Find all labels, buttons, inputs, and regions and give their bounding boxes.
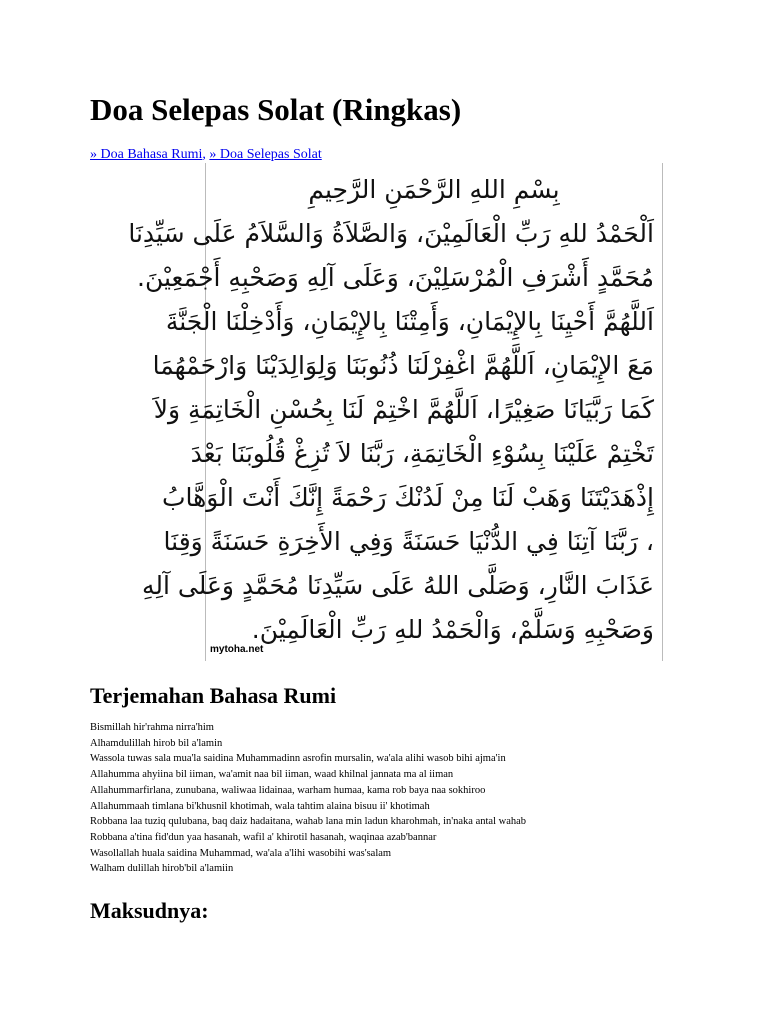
translation-line: Allahummaah timlana bi'khusnil khotimah, wala tahtim alaina bisuu ii' khotimah bbox=[90, 800, 430, 812]
breadcrumb bbox=[90, 147, 322, 163]
arabic-line: مَعَ الإِيْمَانِ، اَللَّهُمَّ اغْفِرْلَنَا ذُنُوبَنَا وَلِوَالِدَيْنَا وَارْحَمْهُمَا bbox=[152, 351, 654, 380]
arabic-line: مُحَمَّدٍ أَشْرَفِ الْمُرْسَلِيْنَ، وَعَلَى آلِهِ وَصَحْبِهِ أَجْمَعِيْنَ. bbox=[137, 263, 654, 292]
section-heading-meaning: Maksudnya: bbox=[90, 898, 209, 923]
translation-line: Robbana laa tuziq qulubana, baq daiz hadaitana, wahab lana min ladun kharohmah, in'naka antal wahab bbox=[90, 816, 527, 828]
arabic-line: بِسْمِ اللهِ الرَّحْمَنِ الرَّحِيمِ bbox=[308, 175, 560, 204]
watermark: mytoha.net bbox=[210, 644, 264, 655]
breadcrumb-link-doa-bahasa-rumi[interactable]: » Doa Bahasa Rumi bbox=[90, 147, 203, 162]
arabic-prayer-image bbox=[128, 163, 663, 661]
breadcrumb-link-doa-selepas-solat[interactable]: » Doa Selepas Solat bbox=[209, 147, 322, 162]
arabic-line: إِذْهَدَيْتَنَا وَهَبْ لَنَا مِنْ لَدُنْكَ رَحْمَةً إِنَّكَ أَنْتَ الْوَهَّابُ bbox=[161, 483, 654, 512]
translation-line: Robbana a'tina fid'dun yaa hasanah, wafil a' khirotil hasanah, waqinaa azab'bannar bbox=[90, 831, 437, 843]
arabic-line: وَصَحْبِهِ وَسَلَّمْ، وَالْحَمْدُ للهِ رَبِّ الْعَالَمِيْنَ. bbox=[251, 615, 654, 644]
translation-line: Allahumma ahyiina bil iiman, wa'amit naa bil iiman, waad khilnal jannata ma al iiman bbox=[90, 769, 454, 781]
arabic-line: اَللَّهُمَّ أَحْيِنَا بِالإِيْمَانِ، وَأَمِتْنَا بِالإِيْمَانِ، وَأَدْخِلْنَا الْجَنَّةَ bbox=[165, 307, 654, 336]
translation-line: Walham dulillah hirob'bil a'lamiin bbox=[90, 863, 234, 875]
section-heading-translation: Terjemahan Bahasa Rumi bbox=[90, 683, 337, 708]
breadcrumb-separator: , bbox=[202, 147, 206, 162]
arabic-line: تَخْتِمْ عَلَيْنَا بِسُوْءِ الْخَاتِمَةِ، رَبَّنَا لاَ تُزِغْ قُلُوبَنَا بَعْدَ bbox=[190, 439, 654, 468]
arabic-line: عَذَابَ النَّارِ، وَصَلَّى اللهُ عَلَى سَيِّدِنَا مُحَمَّدٍ وَعَلَى آلِهِ bbox=[141, 571, 654, 600]
translation-line: Wassola tuwas sala mua'la saidina Muhammadinn asrofin mursalin, wa'ala alihi wasob bihi ajma'in bbox=[90, 753, 506, 765]
translation-line: Allahummarfirlana, zunubana, waliwaa lidainaa, warham humaa, kama rob baya naa sokhiroo bbox=[90, 784, 486, 796]
translation-list bbox=[90, 720, 526, 877]
translation-line: Alhamdulillah hirob bil a'lamin bbox=[90, 737, 223, 749]
arabic-line: اَلْحَمْدُ للهِ رَبِّ الْعَالَمِيْنَ، وَالصَّلاَةُ وَالسَّلاَمُ عَلَى سَيِّدِنَا bbox=[128, 219, 654, 248]
translation-line: Bismillah hir'rahma nirra'him bbox=[90, 722, 214, 733]
page-title: Doa Selepas Solat (Ringkas) bbox=[90, 92, 462, 127]
arabic-line: ، رَبَّنَا آتِنَا فِي الدُّنْيَا حَسَنَةً وَفِي الأَخِرَةِ حَسَنَةً وَقِنَا bbox=[163, 527, 654, 556]
arabic-line: كَمَا رَبَّيَانَا صَغِيْرًا، اَللَّهُمَّ اخْتِمْ لَنَا بِحُسْنِ الْخَاتِمَةِ وَلاَ bbox=[153, 395, 654, 424]
translation-line: Wasollallah huala saidina Muhammad, wa'ala a'lihi wasobihi was'salam bbox=[90, 847, 392, 859]
